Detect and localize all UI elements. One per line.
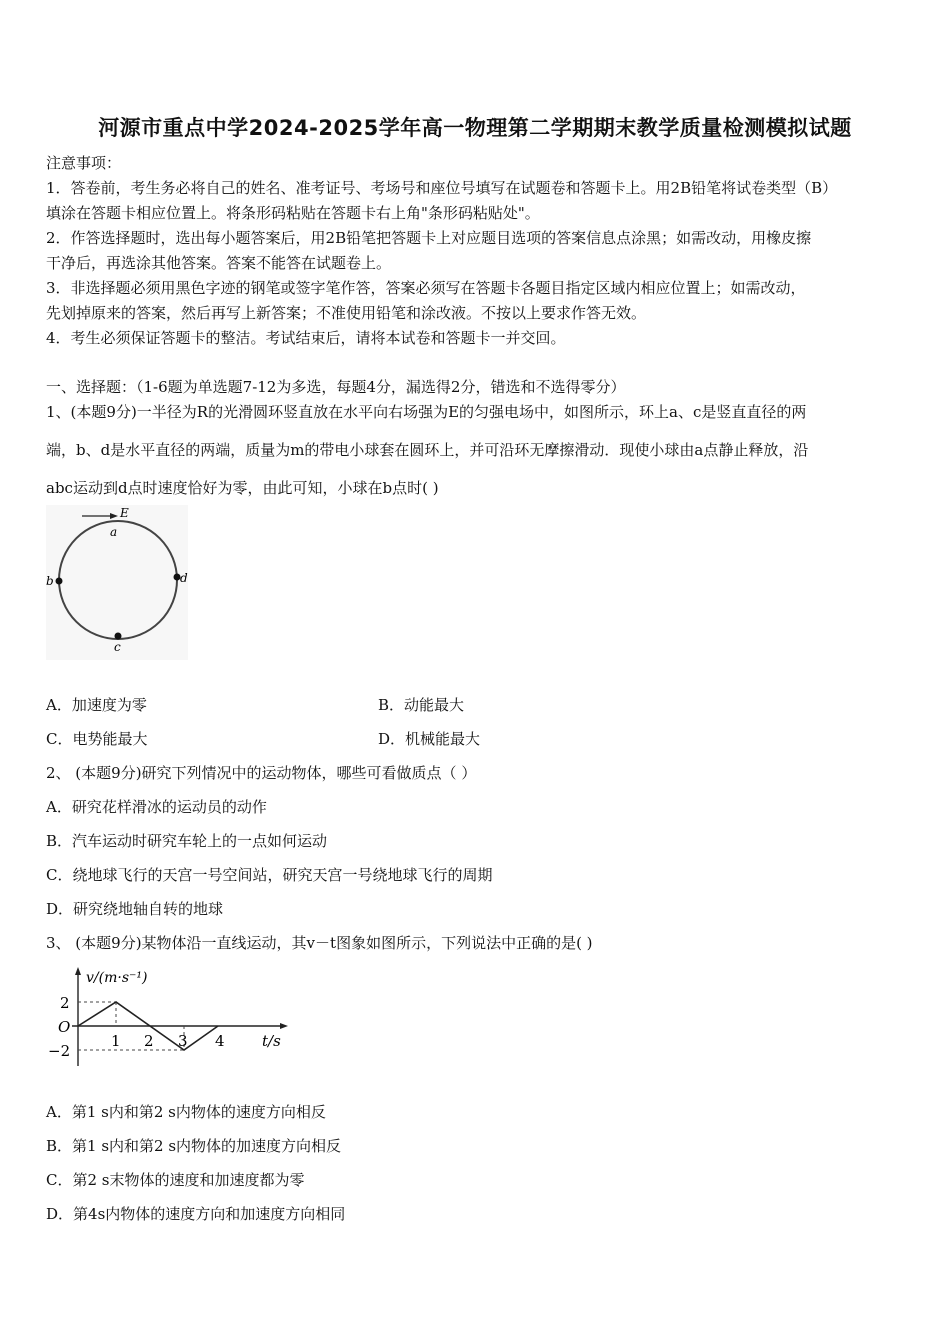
q2-stem: 2、 (本题9分)研究下列情况中的运动物体，哪些可看做质点（ ）	[46, 764, 477, 782]
q2-option-a[interactable]: A．研究花样滑冰的运动员的动作	[46, 798, 267, 816]
notice-line: 1．答卷前，考生务必将自己的姓名、准考证号、考场号和座位号填写在试题卷和答题卡上。用2B铅笔将试卷类型（B）	[46, 179, 838, 197]
q1-stem-line: 1、(本题9分)一半径为R的光滑圆环竖直放在水平向右场强为E的匀强电场中，如图所示，环上a、c是竖直直径的两	[46, 403, 807, 421]
y-axis-label: v/(m·s⁻¹)	[86, 970, 148, 986]
notice-line: 3．非选择题必须用黑色字迹的钢笔或签字笔作答，答案必须写在答题卡各题目指定区域内相应位置上；如需改动，	[46, 279, 806, 297]
q1-stem-line: abc运动到d点时速度恰好为零，由此可知，小球在b点时( )	[46, 479, 439, 497]
xtick-2: 2	[144, 1032, 154, 1050]
origin-label: O	[58, 1018, 71, 1036]
point-b	[56, 578, 63, 585]
label-c: c	[114, 640, 121, 654]
q1-option-c[interactable]: C．电势能最大	[46, 730, 148, 748]
notice-line: 4．考生必须保证答题卡的整洁。考试结束后，请将本试卷和答题卡一并交回。	[46, 329, 566, 347]
y-axis-arrow	[75, 967, 81, 975]
x-axis-arrow	[280, 1023, 288, 1029]
xtick-4: 4	[215, 1032, 225, 1050]
q2-option-c[interactable]: C．绕地球飞行的天宫一号空间站，研究天宫一号绕地球飞行的周期	[46, 866, 493, 884]
ytick-neg2: −2	[48, 1042, 71, 1060]
q2-option-b[interactable]: B．汽车运动时研究车轮上的一点如何运动	[46, 832, 328, 850]
notice-line: 干净后，再选涂其他答案。答案不能答在试题卷上。	[46, 254, 392, 272]
q1-option-a[interactable]: A．加速度为零	[46, 696, 147, 714]
q1-stem-line: 端，b、d是水平直径的两端，质量为m的带电小球套在圆环上，并可沿环无摩擦滑动．现使小球由a点静止释放，沿	[46, 441, 809, 459]
xtick-1: 1	[111, 1032, 121, 1050]
q3-option-a[interactable]: A．第1 s内和第2 s内物体的速度方向相反	[46, 1103, 326, 1121]
q3-vt-graph	[46, 962, 296, 1070]
section-heading: 一、选择题：（1-6题为单选题7-12为多选，每题4分，漏选得2分，错选和不选得零分）	[46, 378, 626, 396]
q3-option-c[interactable]: C．第2 s末物体的速度和加速度都为零	[46, 1171, 305, 1189]
label-E: E	[120, 506, 129, 520]
xtick-3: 3	[178, 1032, 188, 1050]
notice-heading: 注意事项：	[46, 154, 122, 172]
q3-option-d[interactable]: D．第4s内物体的速度方向和加速度方向相同	[46, 1205, 346, 1223]
notice-line: 填涂在答题卡相应位置上。将条形码粘贴在答题卡右上角"条形码粘贴处"。	[46, 204, 540, 222]
q3-option-b[interactable]: B．第1 s内和第2 s内物体的加速度方向相反	[46, 1137, 342, 1155]
ytick-2: 2	[60, 994, 70, 1012]
q2-option-d[interactable]: D．研究绕地轴自转的地球	[46, 900, 224, 918]
page-title: 河源市重点中学2024-2025学年高一物理第二学期期末教学质量检测模拟试题	[98, 116, 852, 140]
notice-line: 2．作答选择题时，选出每小题答案后，用2B铅笔把答题卡上对应题目选项的答案信息点涂黑；如需改动，用橡皮擦	[46, 229, 812, 247]
q1-option-d[interactable]: D．机械能最大	[378, 730, 481, 748]
point-c	[115, 633, 122, 640]
label-d: d	[180, 571, 188, 585]
x-axis-label: t/s	[262, 1032, 281, 1050]
label-a: a	[110, 525, 118, 539]
label-b: b	[46, 574, 54, 588]
q1-option-b[interactable]: B．动能最大	[378, 696, 465, 714]
notice-line: 先划掉原来的答案，然后再写上新答案；不准使用铅笔和涂改液。不按以上要求作答无效。	[46, 304, 647, 322]
q3-stem: 3、 (本题9分)某物体沿一直线运动，其v－t图象如图所示，下列说法中正确的是( )	[46, 934, 593, 952]
q1-circle-figure	[46, 505, 188, 660]
